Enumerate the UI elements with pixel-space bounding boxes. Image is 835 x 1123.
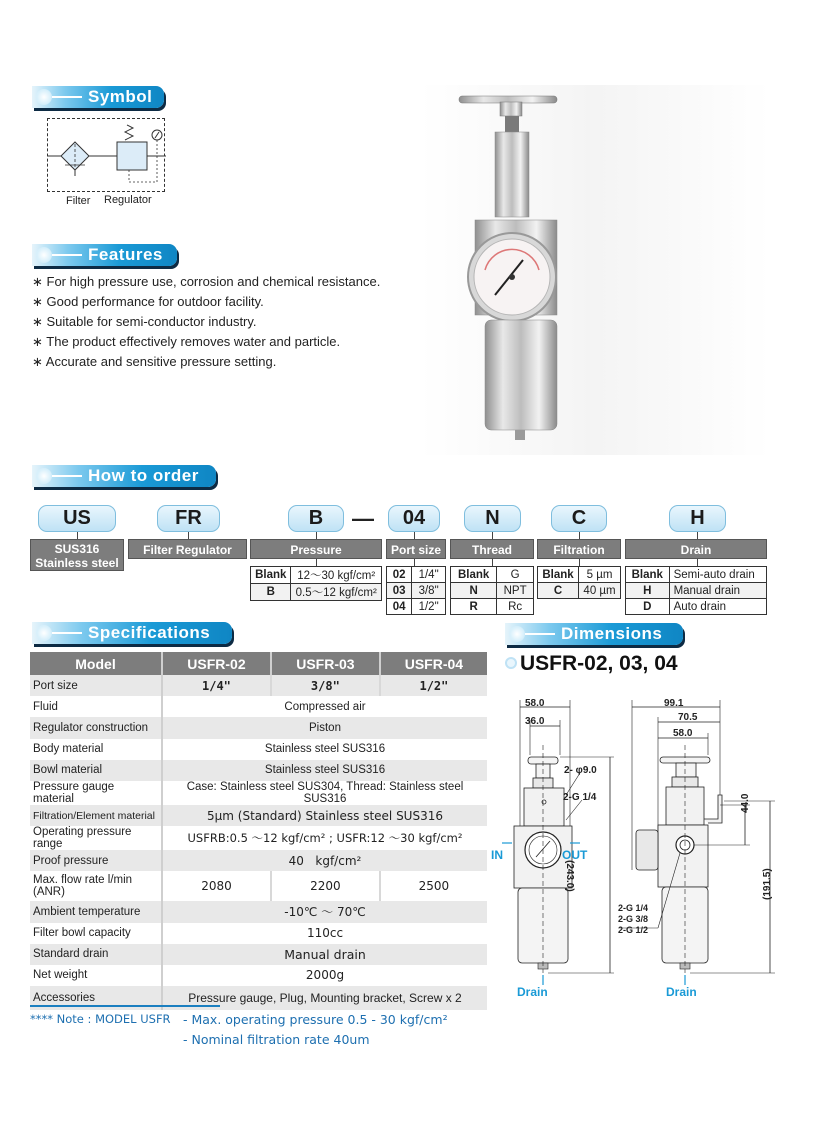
option-code: Blank	[451, 567, 497, 583]
option-code: Blank	[251, 567, 291, 584]
material-line: SUS316	[54, 542, 100, 556]
option-code: D	[626, 599, 670, 615]
column-header: USFR-03	[271, 652, 380, 675]
cell-value: Piston	[162, 717, 487, 738]
dim-front-height: (243.0)	[564, 860, 575, 892]
order-header-pressure: Pressure	[250, 539, 382, 559]
option-code: N	[451, 583, 497, 599]
table-row	[30, 826, 487, 850]
row-label: Filtration/Element material	[30, 805, 162, 826]
cell-value: 2200	[271, 871, 380, 901]
side-view-drawing	[620, 695, 780, 985]
section-title: How to order	[88, 466, 199, 485]
option-value: 12〜30 kgf/cm²	[291, 567, 382, 584]
regulator-label: Regulator	[104, 194, 152, 206]
note-line-2: - Nominal filtration rate 40um	[183, 1032, 370, 1047]
option-code: 03	[387, 583, 412, 599]
order-code-filtration: C	[551, 505, 607, 532]
option-value: Rc	[497, 599, 534, 615]
order-code-dash: —	[352, 506, 374, 531]
option-code: R	[451, 599, 497, 615]
dimensions-subtitle	[505, 652, 678, 676]
dim-side-width-body: 58.0	[673, 728, 693, 739]
cell-value: 5µm (Standard) Stainless steel SUS316	[162, 805, 487, 826]
option-value: G	[497, 567, 534, 583]
order-header-material	[30, 539, 124, 571]
section-title: Specifications	[88, 623, 211, 642]
connector-line	[579, 532, 580, 539]
feature-item: ∗ Good performance for outdoor facility.	[32, 292, 380, 312]
option-code: 04	[387, 599, 412, 615]
option-code: Blank	[626, 567, 670, 583]
row-label: Max. flow rate l/min (ANR)	[30, 871, 162, 901]
row-label: Net weight	[30, 965, 162, 986]
feature-item: ∗ Suitable for semi-conductor industry.	[32, 312, 380, 332]
option-row	[451, 567, 534, 583]
feature-item: ∗ For high pressure use, corrosion and chemical resistance.	[32, 272, 380, 292]
connector-line	[316, 559, 317, 566]
cell-value: 2080	[162, 871, 271, 901]
cell-value: Case: Stainless steel SUS304, Thread: Stainless steel SUS316	[162, 781, 487, 805]
option-row	[538, 583, 621, 599]
row-label: Ambient temperature	[30, 901, 162, 922]
cell-value: 2500	[380, 871, 487, 901]
feature-item: ∗ The product effectively removes water and particle.	[32, 332, 380, 352]
row-label: Port size	[30, 675, 162, 696]
outlet-label: OUT	[562, 848, 588, 862]
cell-value: 3/8"	[271, 675, 380, 696]
header-line	[52, 475, 82, 477]
cell-value: 2000g	[162, 965, 487, 986]
bullet-icon	[509, 626, 525, 642]
divider	[30, 1005, 220, 1007]
row-label: Proof pressure	[30, 850, 162, 871]
cell-value: Compressed air	[162, 696, 487, 717]
option-row	[251, 584, 382, 601]
bullet-icon	[36, 625, 52, 641]
dim-side-width-total: 99.1	[664, 698, 684, 709]
option-value: 0.5〜12 kgf/cm²	[291, 584, 382, 601]
option-code: 02	[387, 567, 412, 583]
column-header: USFR-02	[162, 652, 271, 675]
header-line	[52, 96, 82, 98]
table-row	[30, 923, 487, 944]
option-code: H	[626, 583, 670, 599]
drain-options-table	[625, 566, 767, 615]
cell-value: Pressure gauge, Plug, Mounting bracket, Screw x 2	[162, 986, 487, 1010]
connector-line	[77, 532, 78, 539]
drain-label-side: Drain	[666, 985, 697, 999]
row-label: Bowl material	[30, 760, 162, 781]
bullet-icon	[36, 89, 52, 105]
table-row	[30, 965, 487, 986]
table-header-row	[30, 652, 487, 675]
option-value: 1/2"	[412, 599, 446, 615]
table-row	[30, 850, 487, 871]
table-row	[30, 675, 487, 696]
row-label: Pressure gauge material	[30, 781, 162, 805]
filtration-options-table	[537, 566, 621, 599]
table-row	[30, 760, 487, 781]
order-code-pressure: B	[288, 505, 344, 532]
option-value: 3/8"	[412, 583, 446, 599]
table-row	[30, 696, 487, 717]
option-value: Manual drain	[669, 583, 766, 599]
option-row	[451, 583, 534, 599]
row-label: Operating pressure range	[30, 826, 162, 850]
option-value: 1/4"	[412, 567, 446, 583]
order-header-drain: Drain	[625, 539, 767, 559]
bullet-icon	[36, 468, 52, 484]
thread-options-table	[450, 566, 534, 615]
option-value: Auto drain	[669, 599, 766, 615]
dim-side-width-mid: 70.5	[678, 712, 698, 723]
cell-value: Stainless steel SUS316	[162, 739, 487, 760]
cell-value: 40 kgf/cm²	[162, 850, 487, 871]
row-label: Accessories	[30, 986, 162, 1010]
note-line-1: - Max. operating pressure 0.5 - 30 kgf/cm²	[183, 1012, 448, 1027]
section-header-specifications	[32, 622, 232, 644]
circle-bullet-icon	[505, 657, 517, 669]
order-header-filtration: Filtration	[537, 539, 621, 559]
option-value: NPT	[497, 583, 534, 599]
option-value: Semi-auto drain	[669, 567, 766, 583]
order-header-type: Filter Regulator	[128, 539, 247, 559]
table-row	[30, 901, 487, 922]
order-header-port-size: Port size	[386, 539, 446, 559]
specifications-table	[30, 652, 487, 1010]
cell-value: 1/2"	[380, 675, 487, 696]
cell-value: 110cc	[162, 923, 487, 944]
feature-item: ∗ Accurate and sensitive pressure setting.	[32, 352, 380, 372]
dim-side-port-3: 2-G 1/2	[618, 925, 649, 935]
filter-regulator-symbol-icon	[47, 118, 167, 194]
option-row	[538, 567, 621, 583]
section-title: Dimensions	[561, 624, 663, 643]
order-code-material: US	[38, 505, 116, 532]
cell-value: Manual drain	[162, 944, 487, 965]
section-title: Features	[88, 245, 163, 264]
dim-side-port-1: 2-G 1/4	[618, 903, 649, 913]
option-row	[387, 583, 446, 599]
order-code-drain: H	[669, 505, 726, 532]
option-value: 40 µm	[579, 583, 621, 599]
cell-value: USFRB:0.5 〜12 kgf/cm² ; USFR:12 〜30 kgf/cm²	[162, 826, 487, 850]
header-line	[52, 254, 82, 256]
section-header-symbol	[32, 86, 164, 108]
column-header: USFR-04	[380, 652, 487, 675]
connector-line	[414, 532, 415, 539]
row-label: Body material	[30, 739, 162, 760]
order-header-thread: Thread	[450, 539, 534, 559]
order-code-type: FR	[157, 505, 220, 532]
dim-front-hole: 2- φ9.0	[564, 765, 597, 776]
bullet-icon	[36, 247, 52, 263]
option-value: 5 µm	[579, 567, 621, 583]
option-code: B	[251, 584, 291, 601]
filter-label: Filter	[66, 195, 91, 207]
option-row	[626, 599, 767, 615]
section-header-how-to-order	[32, 465, 216, 487]
dim-front-width-inner: 36.0	[525, 716, 545, 727]
connector-line	[188, 532, 189, 539]
material-line: Stainless steel	[35, 556, 119, 570]
dim-front-width-outer: 58.0	[525, 698, 545, 709]
front-view-drawing	[500, 695, 620, 985]
header-line	[52, 632, 82, 634]
cell-value: -10℃ 〜 70℃	[162, 901, 487, 922]
option-code: C	[538, 583, 579, 599]
dim-front-port: 2-G 1/4	[563, 792, 597, 803]
row-label: Standard drain	[30, 944, 162, 965]
row-label: Filter bowl capacity	[30, 923, 162, 944]
connector-line	[697, 559, 698, 566]
connector-line	[697, 532, 698, 539]
connector-line	[492, 559, 493, 566]
table-row	[30, 805, 487, 826]
inlet-label: IN	[491, 848, 503, 862]
table-row	[30, 944, 487, 965]
dim-side-bracket-height: 44.0	[740, 793, 751, 813]
table-row	[30, 781, 487, 805]
table-row	[30, 717, 487, 738]
table-row	[30, 739, 487, 760]
row-label: Regulator construction	[30, 717, 162, 738]
option-row	[387, 567, 446, 583]
header-line	[525, 633, 555, 635]
order-code-thread: N	[464, 505, 521, 532]
table-row	[30, 871, 487, 901]
cell-value: 1/4"	[162, 675, 271, 696]
section-title: Symbol	[88, 87, 153, 106]
note-prefix: **** Note : MODEL USFR	[30, 1012, 171, 1026]
column-header: Model	[30, 652, 162, 675]
connector-line	[316, 532, 317, 539]
connector-line	[579, 559, 580, 566]
option-row	[451, 599, 534, 615]
option-row	[251, 567, 382, 584]
row-label: Fluid	[30, 696, 162, 717]
dim-side-height: (191.5)	[762, 868, 773, 900]
connector-line	[492, 532, 493, 539]
cell-value: Stainless steel SUS316	[162, 760, 487, 781]
option-row	[626, 567, 767, 583]
features-list	[32, 272, 380, 372]
section-header-features	[32, 244, 177, 266]
dim-side-port-2: 2-G 3/8	[618, 914, 649, 924]
subtitle-text: USFR-02, 03, 04	[520, 652, 678, 675]
order-code-port-size: 04	[388, 505, 440, 532]
pressure-options-table	[250, 566, 382, 601]
connector-line	[414, 559, 415, 566]
option-code: Blank	[538, 567, 579, 583]
drain-label-front: Drain	[517, 985, 548, 999]
section-header-dimensions	[505, 623, 683, 645]
product-photo	[455, 90, 585, 450]
option-row	[387, 599, 446, 615]
port-size-options-table	[386, 566, 446, 615]
option-row	[626, 583, 767, 599]
